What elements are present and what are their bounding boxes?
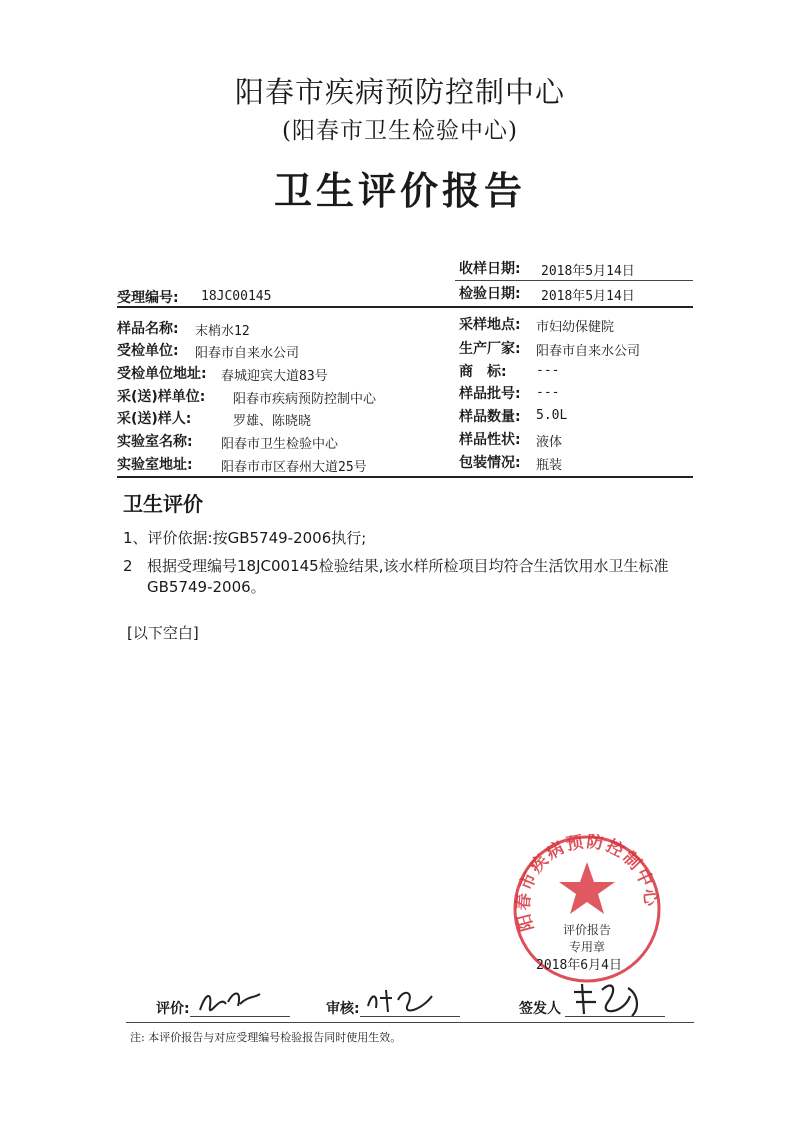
divider — [117, 476, 693, 478]
field-value: 阳春市卫生检验中心 — [221, 437, 339, 452]
receive-date-value: 2018年5月14日 — [541, 264, 635, 279]
field-value: --- — [536, 385, 560, 400]
test-date-label: 检验日期: — [459, 286, 521, 302]
seal-line-2: 专用章 — [568, 940, 606, 954]
field-value: 5.0L — [536, 408, 568, 423]
field-value: 罗雄、陈晓晓 — [233, 414, 312, 429]
test-date-value: 2018年5月14日 — [541, 289, 635, 304]
field-label: 商 标: — [459, 364, 507, 380]
field-value: --- — [536, 363, 560, 378]
issuer-label: 签发人 — [519, 1001, 561, 1017]
field-label: 采(送)样人: — [117, 411, 192, 427]
star-icon — [559, 862, 615, 914]
evaluation-item-2-line-2: GB5749-2006。 — [147, 578, 266, 596]
evaluator-signature — [194, 984, 268, 1018]
seal-ring-text: 阳春市疾病预防控制中心 — [513, 834, 661, 934]
field-value: 瓶装 — [536, 458, 563, 473]
field-label: 受检单位: — [117, 343, 179, 359]
sub-organization-name: (阳春市卫生检验中心) — [282, 118, 518, 144]
footer-note: 注: 本评价报告与对应受理编号检验报告同时使用生效。 — [130, 1031, 402, 1044]
field-label: 采(送)样单位: — [117, 389, 206, 405]
field-label: 包装情况: — [459, 455, 521, 471]
seal-date: 2018年6月4日 — [536, 958, 622, 973]
field-label: 实验室地址: — [117, 457, 193, 473]
receive-date-label: 收样日期: — [459, 261, 521, 277]
divider — [126, 1022, 694, 1023]
evaluation-item-2-line-1: 根据受理编号18JC00145检验结果,该水样所检项目均符合生活饮用水卫生标准 — [147, 557, 669, 575]
accept-no-label: 受理编号: — [117, 290, 179, 306]
field-value: 春城迎宾大道83号 — [221, 369, 328, 384]
reviewer-signature — [362, 984, 442, 1018]
evaluator-line — [190, 1016, 290, 1017]
evaluation-item-2-number: 2 — [123, 557, 133, 575]
field-label: 生产厂家: — [459, 341, 521, 357]
field-label: 样品性状: — [459, 432, 521, 448]
field-value: 阳春市自来水公司 — [536, 344, 641, 359]
divider — [117, 306, 693, 308]
field-value: 市妇幼保健院 — [536, 320, 615, 335]
seal-line-1: 评价报告 — [562, 923, 612, 937]
divider — [455, 280, 693, 281]
field-label: 采样地点: — [459, 317, 521, 333]
field-value: 阳春市疾病预防控制中心 — [233, 392, 377, 407]
field-label: 样品名称: — [117, 321, 179, 337]
evaluator-label: 评价: — [156, 1001, 190, 1017]
evaluation-item-1: 1、评价依据:按GB5749-2006执行; — [123, 529, 367, 547]
report-title: 卫生评价报告 — [273, 169, 526, 213]
organization-name: 阳春市疾病预防控制中心 — [234, 75, 565, 109]
field-value: 末梢水12 — [195, 324, 250, 339]
field-value: 液体 — [536, 435, 563, 450]
issuer-line — [565, 1016, 665, 1017]
field-value: 阳春市市区春州大道25号 — [221, 460, 367, 475]
field-value: 阳春市自来水公司 — [195, 346, 300, 361]
reviewer-label: 审核: — [326, 1001, 360, 1017]
blank-marker: [以下空白] — [127, 624, 199, 642]
accept-no-value: 18JC00145 — [201, 289, 272, 304]
evaluation-heading: 卫生评价 — [123, 492, 203, 516]
field-label: 受检单位地址: — [117, 366, 207, 382]
field-label: 样品批号: — [459, 386, 521, 402]
reviewer-line — [360, 1016, 460, 1017]
field-label: 实验室名称: — [117, 434, 193, 450]
field-label: 样品数量: — [459, 409, 521, 425]
